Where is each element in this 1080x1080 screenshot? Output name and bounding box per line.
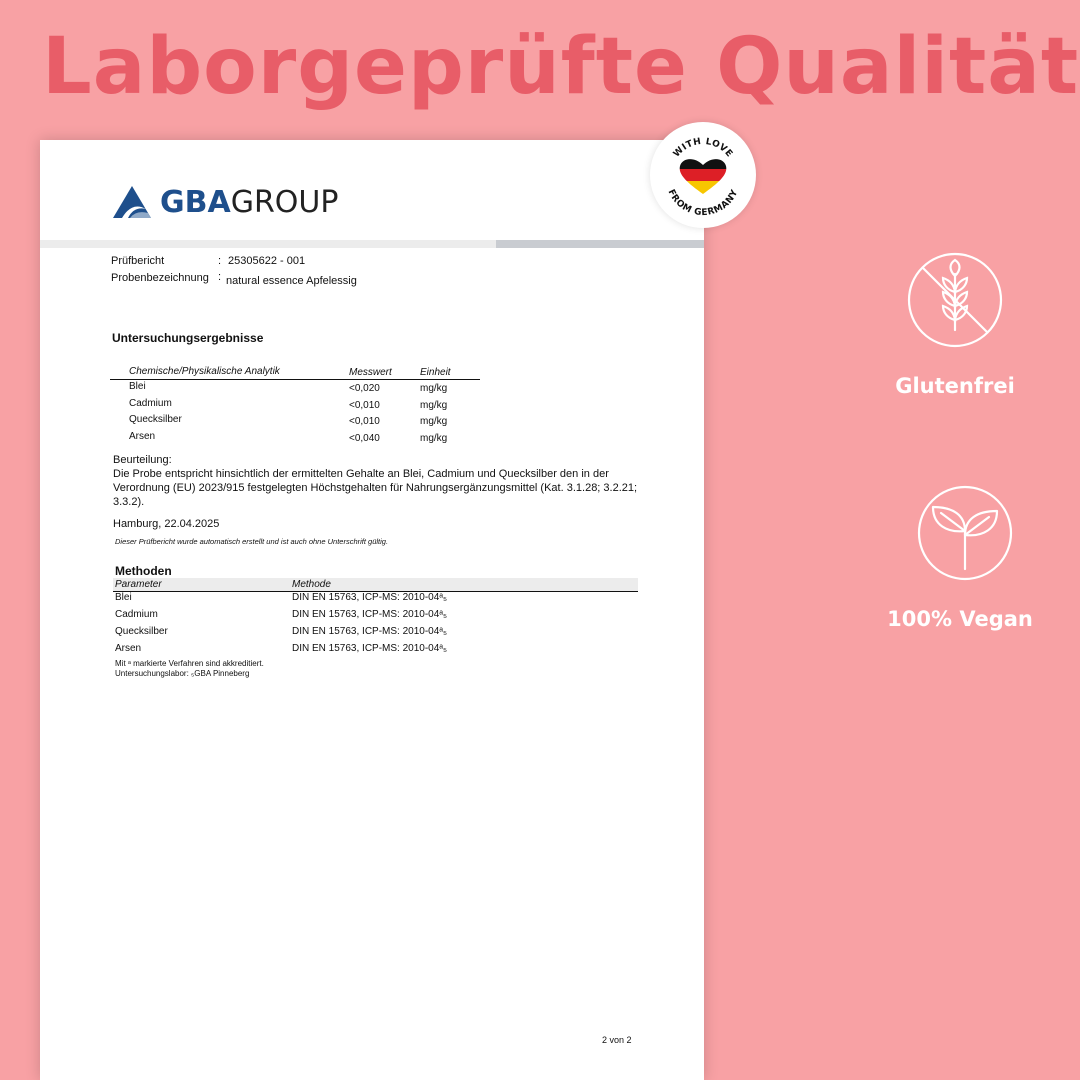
sample-value: natural essence Apfelessig [226,275,357,287]
methods-footnote: Mit ᵃ markierte Verfahren sind akkreditiert. [115,659,264,668]
result-row-param: Cadmium [129,398,172,409]
assessment-line: Die Probe entspricht hinsichtlich der ermittelten Gehalte an Blei, Cadmium und Quecksilber den in der [113,468,609,480]
method-row-param: Quecksilber [115,626,168,637]
result-row-unit: mg/kg [420,433,448,444]
method-row-param: Arsen [115,643,142,654]
result-row-unit: mg/kg [420,416,448,427]
lab-report-document [40,140,704,1080]
result-row-value: <0,010 [349,416,380,427]
method-row-method: DIN EN 15763, ICP-MS: 2010-04ᵃ₅ [292,643,448,654]
german-flag-heart-icon [678,156,728,195]
header-band-accent [496,240,704,248]
with-love-from-germany-stamp [650,122,756,228]
result-row-param: Arsen [129,431,156,442]
result-row-param: Blei [129,381,146,392]
report-number: 25305622 - 001 [228,255,306,267]
plant-sprout-icon [917,485,1013,586]
method-row-method: DIN EN 15763, ICP-MS: 2010-04ᵃ₅ [292,609,448,620]
result-row-value: <0,020 [349,383,380,394]
method-row-param: Blei [115,592,132,603]
stamp-top-text: WITH LOVE [671,136,735,160]
auto-note: Dieser Prüfbericht wurde automatisch erstellt und ist auch ohne Unterschrift gültig. [115,537,389,546]
assessment-line: 3.3.2). [113,496,145,508]
results-header-analysis: Chemische/Physikalische Analytik [129,366,280,377]
result-row-param: Quecksilber [129,414,182,425]
method-row-param: Cadmium [115,609,158,620]
stamp-graphic [650,122,756,228]
result-row-unit: mg/kg [420,383,448,394]
report-separator: : [218,255,222,267]
gba-logo [112,182,338,222]
results-header-rule [110,379,480,380]
results-header-unit: Einheit [420,367,451,378]
sample-label: Probenbezeichnung [111,272,209,284]
report-label: Prüfbericht [111,255,165,267]
result-row-value: <0,010 [349,400,380,411]
methods-lab: Untersuchungslabor: ₅GBA Pinneberg [115,669,250,678]
methods-header-band [113,578,638,591]
place-date: Hamburg, 22.04.2025 [113,518,220,530]
logo-brand-bold: GBA [160,184,231,220]
page-number: 2 von 2 [602,1035,632,1045]
method-row-method: DIN EN 15763, ICP-MS: 2010-04ᵃ₅ [292,626,448,637]
logo-brand-light: GROUP [230,184,339,220]
no-wheat-icon [907,252,1003,353]
method-row-method: DIN EN 15763, ICP-MS: 2010-04ᵃ₅ [292,592,448,603]
methods-header-parameter: Parameter [115,579,162,590]
sample-separator: : [218,271,222,283]
feature-label-glutenfrei: Glutenfrei [895,374,1015,398]
result-row-unit: mg/kg [420,400,448,411]
methods-title: Methoden [115,564,172,578]
results-header-value: Messwert [349,367,392,378]
feature-label-vegan: 100% Vegan [887,607,1033,631]
gba-triangle-logo-icon [112,185,152,219]
assessment-label: Beurteilung: [113,454,172,466]
results-title: Untersuchungsergebnisse [112,331,264,345]
methods-header-method: Methode [292,579,331,590]
headline: Laborgeprüfte Qualität [42,22,1080,112]
result-row-value: <0,040 [349,433,380,444]
stamp-bottom-text: FROM GERMANY [665,188,741,219]
assessment-line: Verordnung (EU) 2023/915 festgelegten Höchstgehalten für Nahrungsergänzungsmittel (Kat. 3.1.28; 3.2.21; [113,482,638,494]
